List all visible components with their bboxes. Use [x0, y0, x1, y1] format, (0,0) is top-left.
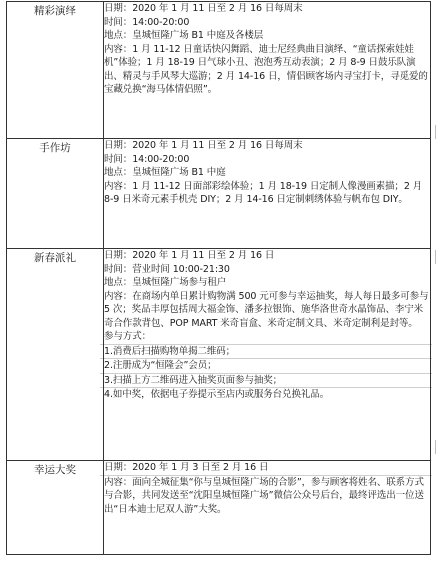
event-date: 日期：2020 年 1 月 11 日至 2 月 16 日每周末 [104, 140, 303, 151]
event-time: 时间：14:00-20:00 [104, 153, 190, 165]
method-step: 3.扫描上方二维码进入抽奖页面参与抽奖； [104, 374, 283, 386]
method-step: 1.消费后扫描购物单揭二维码； [104, 345, 236, 357]
event-name-cell [7, 139, 104, 249]
event-name-cell [7, 2, 104, 139]
event-place: 地点：皇城恒隆广场参与租户 [104, 277, 227, 288]
method-step: 4.如中奖，依据电子券提示至店内或服务台兑换礼品。 [104, 389, 330, 400]
event-detail-cell [104, 139, 431, 249]
event-date: 日期：2020 年 1 月 11 日至 2 月 16 日每周末 [104, 3, 303, 14]
event-row [7, 139, 431, 249]
event-name: 手作坊 [39, 142, 71, 154]
event-date: 日期：2020 年 1 月 11 日至 2 月 16 日 [104, 250, 275, 261]
page-edge-mark [435, 440, 436, 454]
event-detail-cell [104, 249, 431, 461]
page-edge-mark [435, 125, 436, 139]
event-place: 地点：皇城恒隆广场 B1 中庭 [104, 167, 226, 178]
event-time: 时间：营业时间 10:00-21:30 [104, 263, 230, 275]
event-content: 内容：面向全城征集“你与皇城恒隆广场的合影”，参与顾客将姓名、联系方式与合影，共同发送至“沈阳皇城恒隆广场”微信公众号后台，最终评选出一位送出“日本迪士尼双人游”大奖。 [104, 476, 424, 515]
method-title: 参与方式： [104, 331, 152, 342]
event-content: 内容：1 月 11-12 日面部彩绘体验；1 月 18-19 日定制人像漫画素描；2 月 8-9 日米奇元素手机壳 DIY；2 月 14-16 日定制刺绣体验与帆布包 DIY。 [104, 180, 423, 205]
event-detail-cell [104, 461, 431, 555]
event-name: 精彩演绎 [34, 5, 76, 17]
event-content: 内容：在商场内单日累计购物满 500 元可参与幸运抽奖，每人每日最多可参与 5 次；奖品丰厚包括周大福金饰、潘多拉银饰、施华洛世奇水晶饰品、李宁米奇合作款背包、POP MART 米奇盲盒、米奇定制文具、米奇定制利是封等。 [104, 290, 429, 329]
event-time: 时间：14:00-20:00 [104, 16, 190, 28]
event-content: 内容：1 月 11-12 日童话快闪舞蹈、迪士尼经典曲目演绎、“童话探索娃娃机”体验；1 月 18-19 日气球小丑、泡泡秀互动表演；2 月 8-9 日鼓乐队演出、精灵与手风琴大巡游；2 月 14-16 日，情侣顾客场内寻宝打卡，寻觅爱的宝藏兑换“海马体情侣照”。 [104, 43, 428, 95]
event-date: 日期：2020 年 1 月 3 日至 2 月 16 日 [104, 462, 269, 473]
event-name-cell [7, 461, 104, 555]
event-row [7, 2, 431, 139]
event-place: 地点：皇城恒隆广场 B1 中庭及各楼层 [104, 30, 264, 41]
event-name: 新春派礼 [34, 252, 76, 264]
event-detail-cell [104, 2, 431, 139]
events-table [6, 1, 431, 555]
event-name-cell [7, 249, 104, 461]
event-name: 幸运大奖 [34, 464, 76, 476]
event-row [7, 461, 431, 555]
method-step: 2.注册成为“恒隆会”会员； [104, 360, 217, 371]
event-row [7, 249, 431, 461]
page-edge-mark [435, 250, 436, 264]
